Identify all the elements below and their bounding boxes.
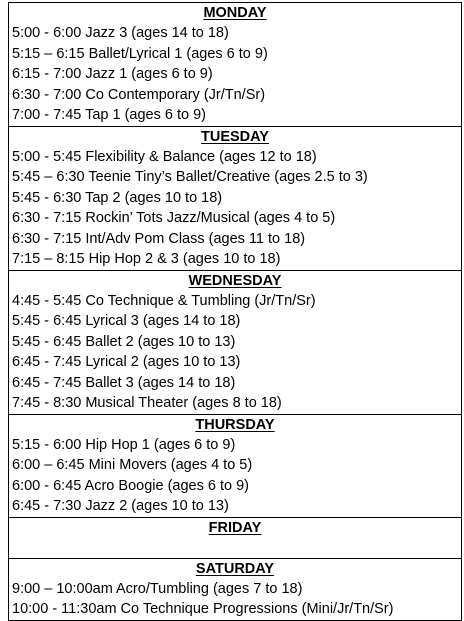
class-entry: 5:00 - 5:45 Flexibility & Balance (ages 12 to 18) — [12, 148, 317, 165]
class-entry: 6:30 - 7:15 Int/Adv Pom Class (ages 11 to 18) — [12, 230, 306, 247]
day-header-thursday: THURSDAY — [195, 416, 275, 433]
class-entry: 5:15 - 6:00 Hip Hop 1 (ages 6 to 9) — [12, 436, 236, 453]
class-entry: 6:30 - 7:00 Co Contemporary (Jr/Tn/Sr) — [12, 86, 266, 103]
class-entry: 9:00 – 10:00am Acro/Tumbling (ages 7 to 18) — [12, 580, 303, 597]
class-entry: 6:15 - 7:00 Jazz 1 (ages 6 to 9) — [12, 66, 213, 82]
class-entry: 6:45 - 7:45 Lyrical 2 (ages 10 to 13) — [12, 354, 241, 370]
class-schedule-table — [8, 2, 462, 621]
class-entry: 7:00 - 7:45 Tap 1 (ages 6 to 9) — [12, 107, 207, 123]
class-entry: 6:45 - 7:30 Jazz 2 (ages 10 to 13) — [12, 498, 229, 514]
day-header-saturday: SATURDAY — [195, 560, 275, 577]
class-entry: 7:15 – 8:15 Hip Hop 2 & 3 (ages 10 to 18) — [12, 251, 281, 267]
class-entry: 5:45 - 6:30 Tap 2 (ages 10 to 18) — [12, 189, 223, 206]
class-entry: 10:00 - 11:30am Co Technique Progressions (Mini/Jr/Tn/Sr) — [12, 601, 394, 617]
empty-row — [9, 538, 461, 558]
class-entry: 5:15 – 6:15 Ballet/Lyrical 1 (ages 6 to 9) — [12, 45, 268, 62]
class-entry: 5:45 – 6:30 Teenie Tiny’s Ballet/Creative (ages 2.5 to 3) — [12, 169, 368, 185]
day-block-wednesday — [9, 271, 461, 415]
class-entry: 6:45 - 7:45 Ballet 3 (ages 14 to 18) — [12, 374, 236, 391]
class-entry: 7:45 - 8:30 Musical Theater (ages 8 to 18) — [12, 395, 282, 411]
day-block-monday — [9, 3, 461, 127]
class-entry: 6:30 - 7:15 Rockin’ Tots Jazz/Musical (ages 4 to 5) — [12, 210, 336, 226]
class-entry: 5:00 - 6:00 Jazz 3 (ages 14 to 18) — [12, 25, 229, 41]
class-entry: 6:00 – 6:45 Mini Movers (ages 4 to 5) — [12, 457, 253, 473]
class-entry: 5:45 - 6:45 Lyrical 3 (ages 14 to 18) — [12, 313, 241, 329]
day-header-tuesday: TUESDAY — [201, 128, 269, 145]
day-block-saturday — [9, 559, 461, 621]
day-header-friday: FRIDAY — [208, 519, 262, 536]
day-block-thursday — [9, 415, 461, 518]
class-entry: 6:00 - 6:45 Acro Boogie (ages 6 to 9) — [12, 477, 249, 494]
day-block-friday — [9, 518, 461, 559]
class-entry: 5:45 - 6:45 Ballet 2 (ages 10 to 13) — [12, 333, 236, 350]
class-entry: 4:45 - 5:45 Co Technique & Tumbling (Jr/Tn/Sr) — [12, 292, 316, 309]
day-header-monday: MONDAY — [203, 5, 267, 21]
day-header-wednesday: WEDNESDAY — [188, 272, 282, 289]
day-block-tuesday — [9, 127, 461, 271]
